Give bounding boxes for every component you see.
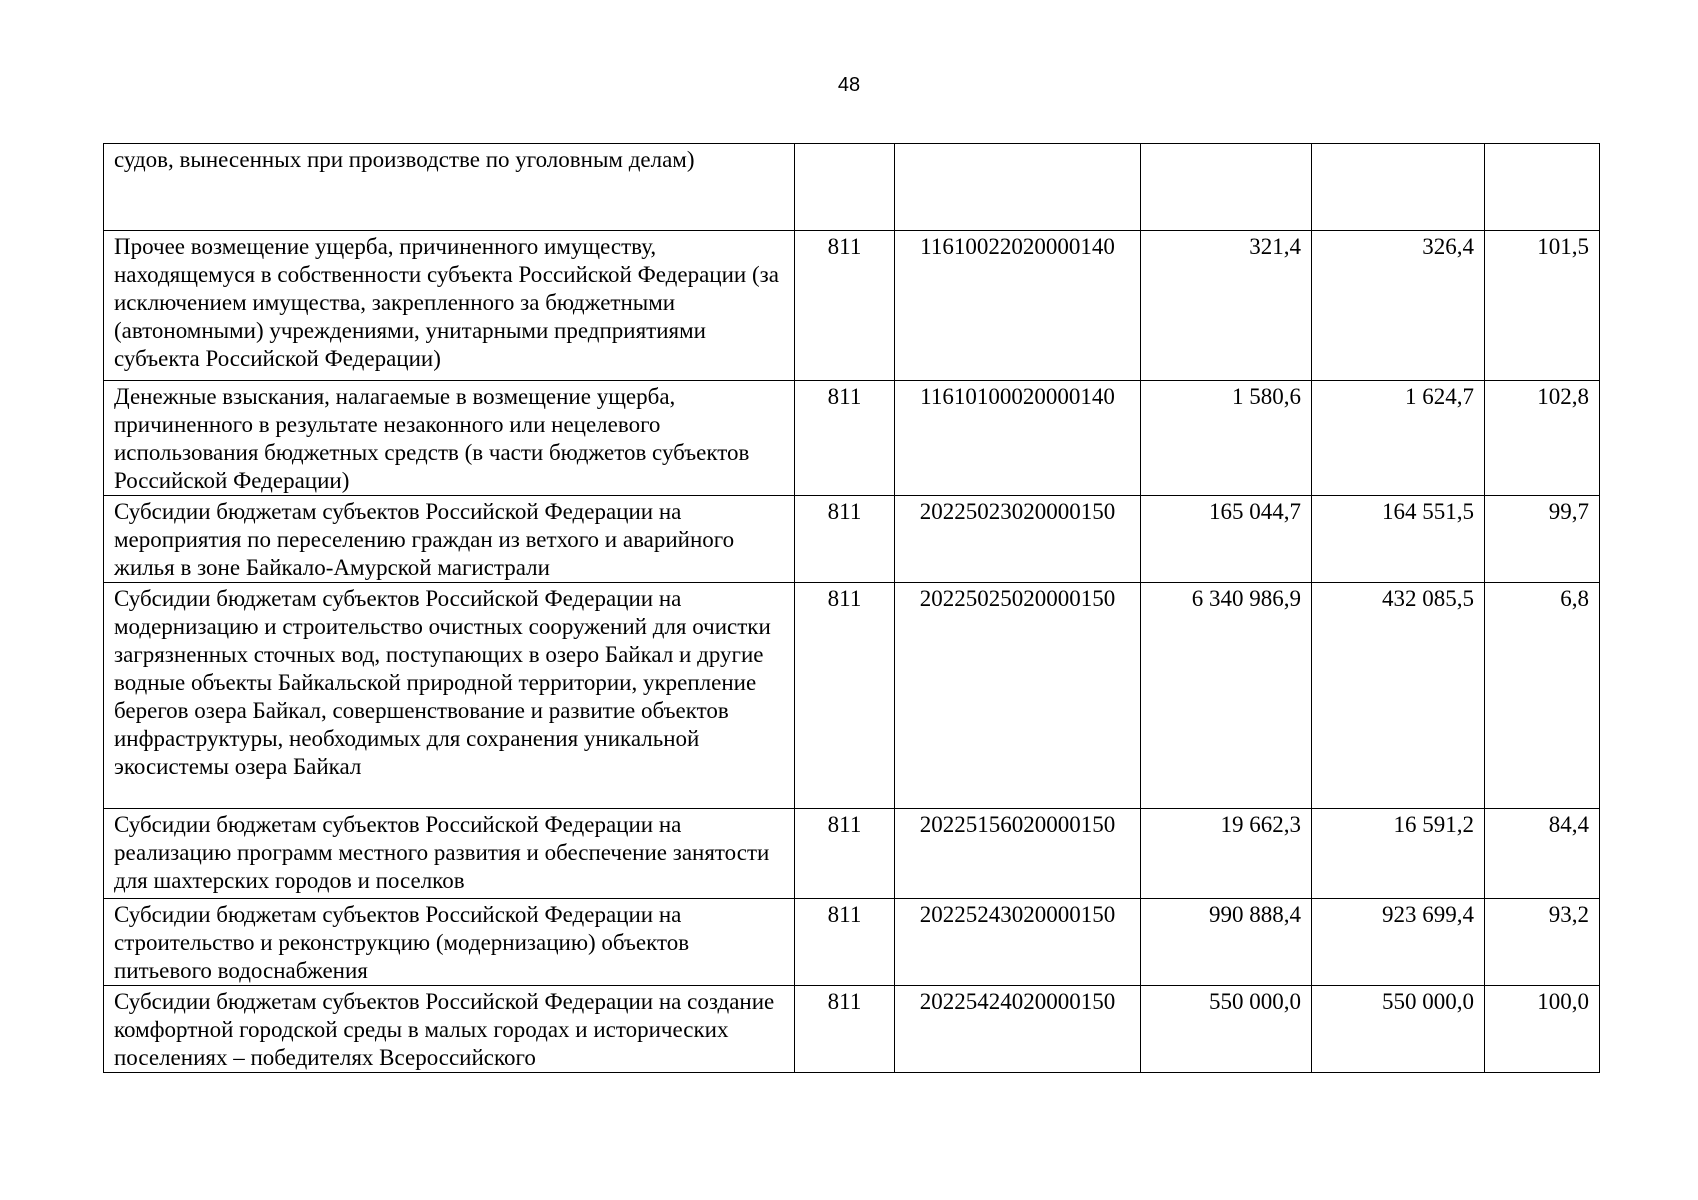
row-percent-value: 100,0 [1485,986,1600,1073]
table-row [104,809,1600,899]
row-executed-value [1312,144,1485,231]
row-admin-code: 811 [795,231,895,381]
row-description: Субсидии бюджетам субъектов Российской Федерации на строительство и реконструкцию (модернизацию) объектов питьевого водоснабжения [104,899,795,986]
row-description: Субсидии бюджетам субъектов Российской Федерации на модернизацию и строительство очистных сооружений для очистки загрязненных сточных вод, поступающих в озеро Байкал и другие водные объекты Байкальской природной территории, укрепление берегов озера Байкал, совершенствование и развитие объектов инфраструктуры, необходимых для сохранения уникальной экосистемы озера Байкал [104,583,795,809]
row-admin-code: 811 [795,986,895,1073]
row-admin-code: 811 [795,809,895,899]
budget-table [103,143,1600,1073]
row-executed-value: 16 591,2 [1312,809,1485,899]
row-percent-value: 93,2 [1485,899,1600,986]
row-plan-value: 321,4 [1141,231,1312,381]
table-row [104,583,1600,809]
row-budget-code: 20225025020000150 [895,583,1141,809]
row-admin-code: 811 [795,496,895,583]
row-admin-code: 811 [795,381,895,496]
row-percent-value [1485,144,1600,231]
table-row [104,496,1600,583]
row-budget-code [895,144,1141,231]
row-executed-value: 432 085,5 [1312,583,1485,809]
row-admin-code: 811 [795,899,895,986]
row-executed-value: 923 699,4 [1312,899,1485,986]
row-percent-value: 102,8 [1485,381,1600,496]
row-description: Субсидии бюджетам субъектов Российской Федерации на создание комфортной городской среды в малых городах и исторических поселениях – победителях Всероссийского [104,986,795,1073]
row-plan-value: 1 580,6 [1141,381,1312,496]
table-row [104,899,1600,986]
row-budget-code: 20225424020000150 [895,986,1141,1073]
row-plan-value: 6 340 986,9 [1141,583,1312,809]
row-admin-code: 811 [795,583,895,809]
page-number: 48 [837,74,861,96]
row-admin-code [795,144,895,231]
row-plan-value: 165 044,7 [1141,496,1312,583]
row-description: Денежные взыскания, налагаемые в возмещение ущерба, причиненного в результате незаконного или нецелевого использования бюджетных средств (в части бюджетов субъектов Российской Федерации) [104,381,795,496]
row-percent-value: 6,8 [1485,583,1600,809]
row-percent-value: 99,7 [1485,496,1600,583]
table-row [104,231,1600,381]
row-description: Субсидии бюджетам субъектов Российской Федерации на мероприятия по переселению граждан из ветхого и аварийного жилья в зоне Байкало-Амурской магистрали [104,496,795,583]
table-row [104,381,1600,496]
row-plan-value: 19 662,3 [1141,809,1312,899]
row-budget-code: 20225243020000150 [895,899,1141,986]
row-budget-code: 20225156020000150 [895,809,1141,899]
row-plan-value: 550 000,0 [1141,986,1312,1073]
row-description: судов, вынесенных при производстве по уголовным делам) [104,144,795,231]
row-budget-code: 11610100020000140 [895,381,1141,496]
row-description: Субсидии бюджетам субъектов Российской Федерации на реализацию программ местного развития и обеспечение занятости для шахтерских городов и поселков [104,809,795,899]
row-percent-value: 101,5 [1485,231,1600,381]
row-description: Прочее возмещение ущерба, причиненного имуществу, находящемуся в собственности субъекта Российской Федерации (за исключением имущества, закрепленного за бюджетными (автономными) учреждениями, унитарными предприятиями субъекта Российской Федерации) [104,231,795,381]
row-plan-value [1141,144,1312,231]
row-executed-value: 550 000,0 [1312,986,1485,1073]
row-percent-value: 84,4 [1485,809,1600,899]
row-executed-value: 326,4 [1312,231,1485,381]
row-executed-value: 164 551,5 [1312,496,1485,583]
row-plan-value: 990 888,4 [1141,899,1312,986]
row-executed-value: 1 624,7 [1312,381,1485,496]
row-budget-code: 20225023020000150 [895,496,1141,583]
table-row [104,986,1600,1073]
table-row [104,144,1600,231]
row-budget-code: 11610022020000140 [895,231,1141,381]
